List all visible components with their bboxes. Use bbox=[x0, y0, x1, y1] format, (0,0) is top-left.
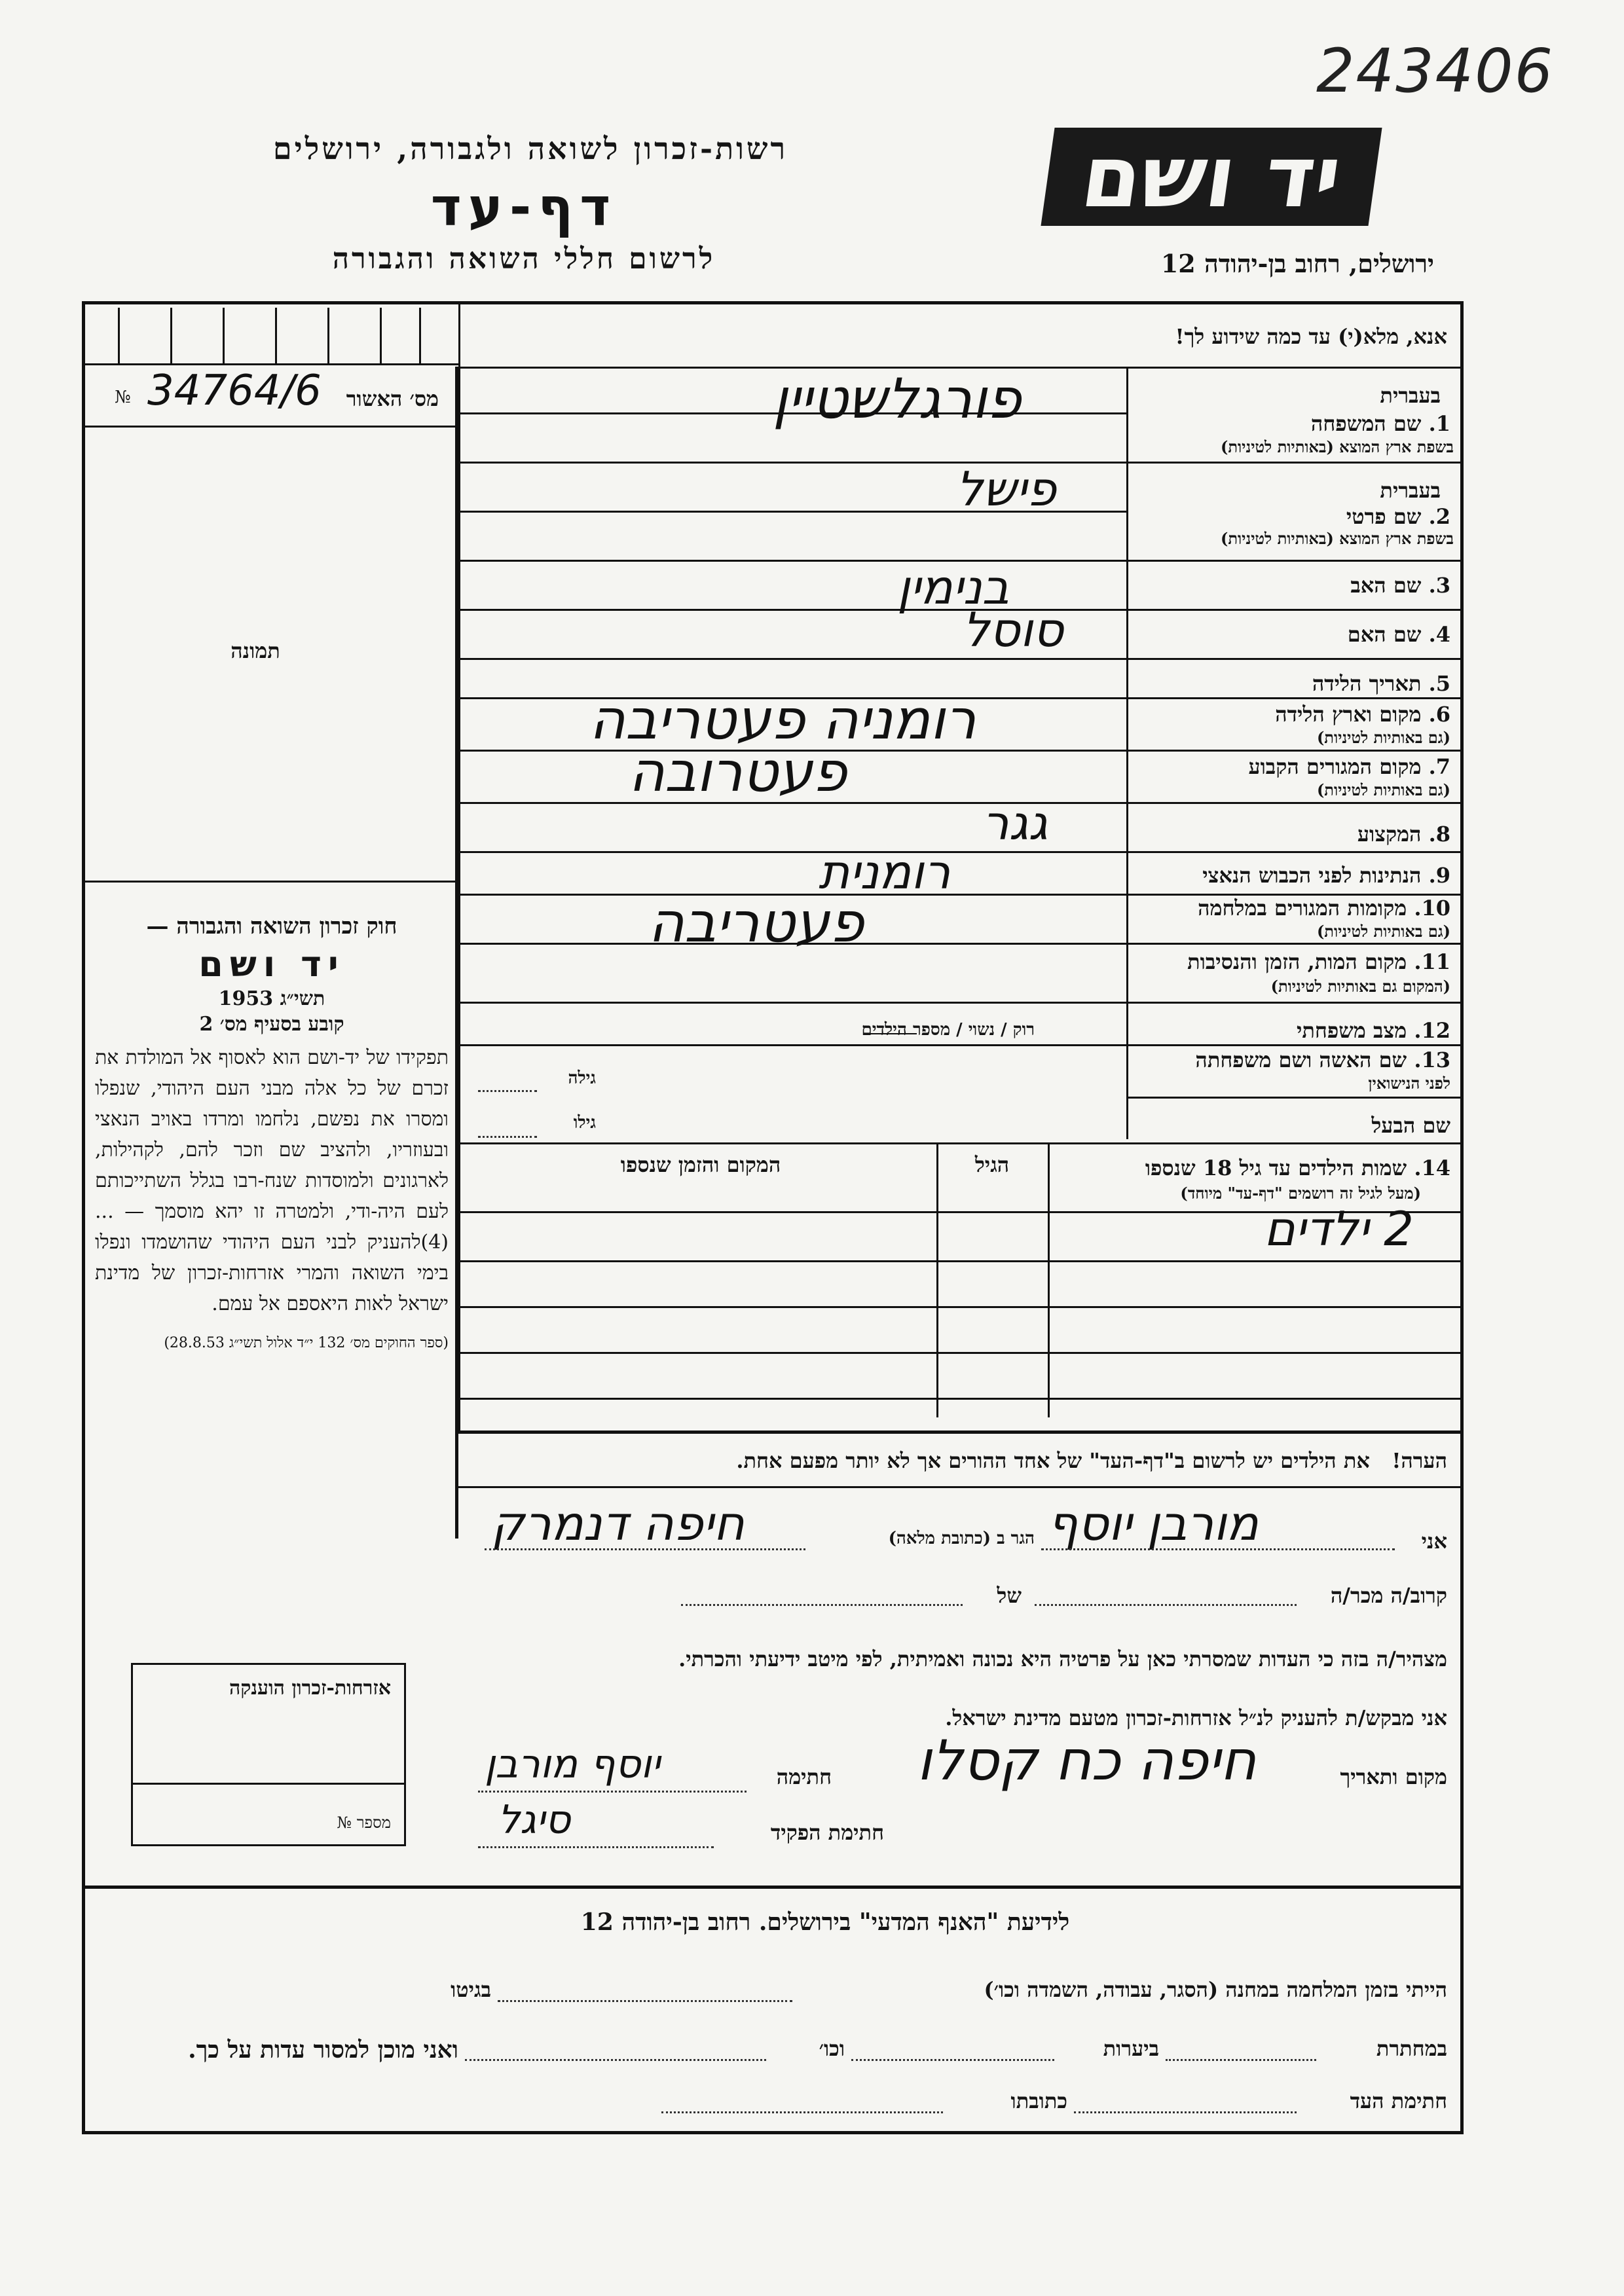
law-block bbox=[95, 913, 449, 1353]
approval-label: מס׳ האשור bbox=[346, 386, 439, 411]
birthplace-value: רומניה פעטריבה bbox=[589, 687, 976, 752]
field-14-label: 14. שמות הילדים עד גיל 18 שנספו bbox=[1145, 1156, 1450, 1180]
field-11-sub: (המקום גם באותיות לטיניות) bbox=[1270, 977, 1450, 996]
etc-label: וכו׳ bbox=[819, 2036, 845, 2061]
law-reference: (ספר החוקים מס׳ 132 י״ד אלול תשי״ג 28.8.53) bbox=[164, 1335, 449, 1351]
children-first-row: 2 ילדים bbox=[1264, 1201, 1414, 1256]
children-place-header: המקום והזמן שנספו bbox=[620, 1152, 781, 1177]
mother-name-value: סוסל bbox=[963, 602, 1063, 657]
official-signature-value: סיגל bbox=[498, 1797, 571, 1843]
law-clause: קובע בסעיף מס׳ 2 bbox=[199, 1013, 344, 1036]
surname-value: פורגלשטיין bbox=[773, 367, 1022, 431]
citizenship-granted-box bbox=[131, 1663, 406, 1846]
children-age-header: הגיל bbox=[974, 1152, 1010, 1177]
forests-label: ביערות bbox=[1103, 2036, 1159, 2061]
husband-name-label: שם הבעל bbox=[1371, 1113, 1450, 1138]
label-column-divider bbox=[1126, 367, 1128, 1139]
field-10-sub: (גם באותיות לטיניות) bbox=[1316, 922, 1450, 941]
field-3-label: 3. שם האב bbox=[1350, 573, 1450, 598]
field-2-hebrew-label: בעברית bbox=[1380, 478, 1441, 503]
signature-label: חתימה bbox=[776, 1764, 832, 1789]
organization-address: ירושלים, רחוב בן-יהודה 12 bbox=[1160, 249, 1434, 278]
law-year: תשי״ג 1953 bbox=[218, 987, 325, 1010]
field-1-hebrew-label: בעברית bbox=[1380, 383, 1441, 408]
field-6-sub: (גם באותיות לטיניות) bbox=[1316, 728, 1450, 747]
official-signature-label: חתימת הפקיד bbox=[770, 1820, 884, 1845]
husband-age-label: גילו bbox=[573, 1113, 596, 1133]
left-panel-top-line bbox=[85, 363, 458, 365]
left-panel-border bbox=[455, 367, 458, 1539]
field-7-label: 7. מקום המגורים הקבוע bbox=[1248, 754, 1450, 779]
field-10-label: 10. מקומות המגורים במלחמה bbox=[1198, 896, 1450, 920]
bottom-title: לידיעת "האנף המדעי" בירושלים. רחוב בן-יהודה 12 bbox=[580, 1908, 1070, 1936]
profession-value: גגר bbox=[982, 795, 1048, 850]
witness-address-label: כתובתו bbox=[1010, 2088, 1067, 2113]
field-2-label: 2. שם פרטי bbox=[1346, 504, 1450, 529]
witness-name-value: מורבן יוסף bbox=[1048, 1496, 1259, 1551]
archive-number-label: מספר № bbox=[337, 1813, 391, 1832]
approval-number: 34764/6 bbox=[147, 367, 322, 415]
field-5-label: 5. תאריך הלידה bbox=[1312, 671, 1450, 696]
photo-label: תמונה bbox=[231, 638, 280, 663]
field-13-sub: לפני הנישואין bbox=[1368, 1074, 1450, 1093]
field-12-label: 12. מצב משפחתי bbox=[1297, 1018, 1450, 1043]
witness-address-value: חיפה דנמרק bbox=[491, 1496, 745, 1551]
field-14-sub: (מעל לגיל זה רושמים "דף-עד" מיוחד) bbox=[1180, 1184, 1421, 1203]
resides-label: הגר ב (כתובת מלאה) bbox=[888, 1529, 1035, 1548]
citizenship-value: רומנית bbox=[819, 845, 951, 900]
form-title: דף-עד bbox=[430, 177, 618, 238]
of-label: של bbox=[997, 1583, 1022, 1608]
yad-vashem-logo: יד ושם bbox=[1041, 128, 1382, 226]
field-13-label: 13. שם האשה ושם משפחתה bbox=[1195, 1048, 1450, 1072]
residence-value: פעטרובה bbox=[629, 740, 847, 804]
first-name-value: פישל bbox=[956, 462, 1056, 517]
witness-signature-label: חתימת העד bbox=[1350, 2088, 1447, 2113]
citizenship-granted-title: אזרחות-זכרון הוענקה bbox=[229, 1677, 391, 1700]
place-date-value: חיפה כח קסלו bbox=[917, 1728, 1257, 1793]
place-date-label: מקום ותאריך bbox=[1340, 1764, 1447, 1789]
field-9-label: 9. הנתינות לפני הכבוש הנאצי bbox=[1202, 863, 1450, 888]
field-11-label: 11. מקום המות, הזמן והנסיבות bbox=[1187, 949, 1450, 974]
wartime-residence-value: פעטריבה bbox=[648, 890, 864, 955]
relative-label: קרוב/ה מכר/ה bbox=[1330, 1583, 1447, 1608]
field-1-sub: בשפת ארץ המוצא (באותיות לטיניות) bbox=[1221, 437, 1454, 456]
law-text: תפקידו של יד-ושם הוא לאסוף אל המולדת את זכרם של כל אלה מבני העם היהודי, שנפלו ומסרו את נפשם, נלחמו ומרדו באויב הנאצי ובעוזריו, ולהציב שם וזכר להם, לקהילות, לארגונים ולמוסדות שנח-רבו בגלל השתייכותם לעם היה-ודי, ולמטרה זו יהא מוסמך — ...(4)להעניק לבני העם היהודי שהושמדו ונפלו בימי השואה והמרי אזרחות-זכרון של מדינת ישראל לאות היאספם אל עמם. bbox=[95, 1046, 449, 1315]
ghetto-label: בגיטו bbox=[451, 1977, 491, 2002]
form-subtitle: לרשום חללי השואה והגבורה bbox=[332, 242, 716, 276]
organization-name: רשות-זכרון לשואה ולגבורה, ירושלים bbox=[272, 131, 788, 166]
law-title: חוק זכרון השואה והגבורה — bbox=[146, 913, 397, 939]
camp-label: הייתי בזמן המלחמה במחנה (הסגר, עבודה, השמדה וכו׳) bbox=[984, 1977, 1447, 2002]
reference-number: 243406 bbox=[1316, 36, 1555, 106]
ready-to-testify-label: ואני מוכן למסור עדות על כך. bbox=[188, 2036, 458, 2064]
note: הערה! את הילדים יש לרשום ב"דף-העד" של אחד ההורים אך לא יותר מפעם אחת. bbox=[736, 1448, 1447, 1473]
declaration-i-label: אני bbox=[1421, 1529, 1447, 1554]
instructions: אנא, מלא(י) עד כמה שידוע לך! bbox=[1175, 324, 1447, 349]
field-2-sub: בשפת ארץ המוצא (באותיות לטיניות) bbox=[1221, 529, 1454, 548]
field-1-label: 1. שם המשפחה bbox=[1310, 411, 1450, 436]
field-7-sub: (גם באותיות לטיניות) bbox=[1316, 780, 1450, 799]
citizenship-request: אני מבקש/ת להעניק לנ״ל אזרחות-זכרון מטעם מדינת ישראל. bbox=[945, 1705, 1447, 1730]
law-yad-vashem: יד ושם bbox=[198, 943, 345, 985]
hiding-label: במחתרת bbox=[1376, 2036, 1447, 2061]
field-8-label: 8. המקצוע bbox=[1357, 822, 1450, 847]
declaration-statement: מצהיר/ה בזה כי העדות שמסרתי כאן על פרטיה היא נכונה ואמיתית, לפי מיטב ידיעתי והכרתי. bbox=[678, 1647, 1447, 1671]
signature-value: יוסף מורבן bbox=[485, 1741, 661, 1787]
field-4-label: 4. שם האם bbox=[1347, 622, 1450, 647]
marital-status-options: רוק / נשוי / מספר הילדים bbox=[861, 1020, 1035, 1040]
father-name-value: בנימין bbox=[897, 560, 1010, 615]
married-underline bbox=[864, 1033, 917, 1034]
wife-age-label: גילה bbox=[568, 1068, 596, 1088]
field-6-label: 6. מקום וארץ הלידה bbox=[1275, 702, 1450, 727]
approval-no-prefix: № bbox=[115, 388, 131, 407]
